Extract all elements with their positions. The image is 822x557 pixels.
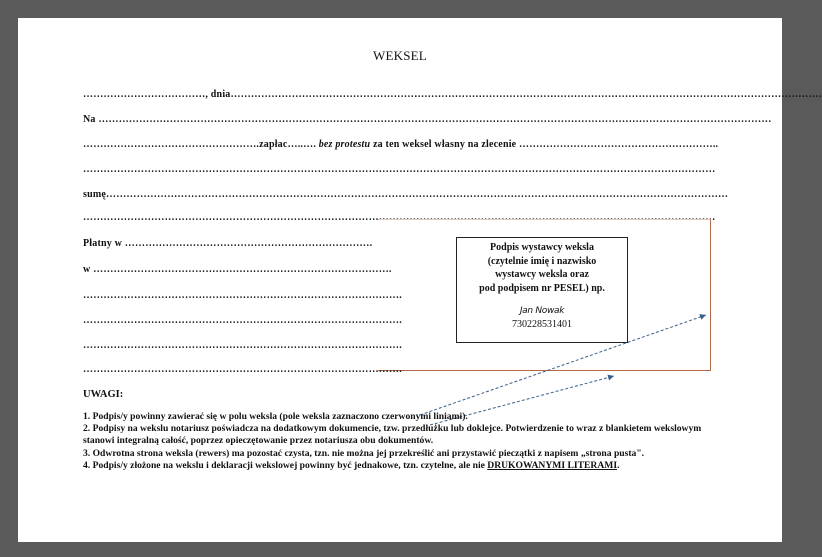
note-4-underlined: DRUKOWANYMI LITERAMI <box>487 459 618 471</box>
date-line: ………………………………, dnia………………………………………………………………………………………………………………………………………………………… <box>83 89 822 100</box>
w-line: w ……………………………………………………………………………. <box>83 264 392 275</box>
notes-list <box>83 411 723 472</box>
note-4 <box>83 460 723 472</box>
note-4-text: 4. Podpis/y złożone na wekslu i deklaracji wekslowej powinny być jednakowe, tzn. czytelne, ale nie <box>83 459 488 471</box>
pay-order-suffix: za ten weksel własny na zlecenie ………………………………………………….. <box>370 139 719 150</box>
note-2: 2. Podpisy na wekslu notariusz poświadcza na dodatkowym dokumencie, tzw. przedłużku lub doklejce. Potwierdzenie to wraz z blankietem wekslowym stanowi integralną całość, poprzez opieczętowanie przez notariusza obu dokumentów. <box>83 423 702 447</box>
signature-box-line-4: pod podpisem nr PESEL) np. <box>479 282 605 294</box>
pay-order-italic: bez protestu <box>318 139 371 150</box>
arrow-to-frame-right <box>420 315 706 415</box>
address-line-1: …………………………………………………………………………………. <box>83 290 402 301</box>
sum-line: sumę………………………………………………………………………………………………………………………………………………………………… <box>83 189 729 200</box>
note-3: 3. Odwrotna strona weksla (rewers) ma pozostać czysta, tzn. nie można jej przekreślić ani przystawić pieczątki z napisem „strona pusta". <box>83 447 645 459</box>
address-line-2: …………………………………………………………………………………. <box>83 315 402 326</box>
notes-heading: UWAGI: <box>83 389 124 400</box>
blank-line-1: …………………………………………………………………………………………………………………………………………………………………… <box>83 164 716 175</box>
signature-box-line-3: wystawcy weksla oraz <box>495 269 589 280</box>
blank-line-2: …………………………………………………………………………………………………………………………………………………………………… <box>83 212 716 223</box>
payable-in-line: Płatny w ………………………………………………………………. <box>83 238 373 249</box>
signature-box-line-1: Podpis wystawcy weksla <box>490 242 594 253</box>
address-line-3: …………………………………………………………………………………. <box>83 340 402 351</box>
payee-line: Na ……………………………………………………………………………………………………………………………………………………………………………… <box>83 114 772 125</box>
document-title: WEKSEL <box>373 48 427 63</box>
note-4-end: . <box>617 459 620 471</box>
note-1: 1. Podpis/y powinny zawierać się w polu weksla (pole weksla zaznaczono czerwonymi liniami). <box>83 411 468 422</box>
pay-order-prefix: …………………………………………….zapłac…..…. <box>83 139 319 150</box>
example-pesel: 730228531401 <box>512 318 572 330</box>
example-signature: Jan Nowak <box>519 306 565 316</box>
address-line-4: …………………………………………………………………………………. <box>83 364 402 375</box>
signature-box-line-2: (czytelnie imię i nazwisko <box>487 255 597 267</box>
